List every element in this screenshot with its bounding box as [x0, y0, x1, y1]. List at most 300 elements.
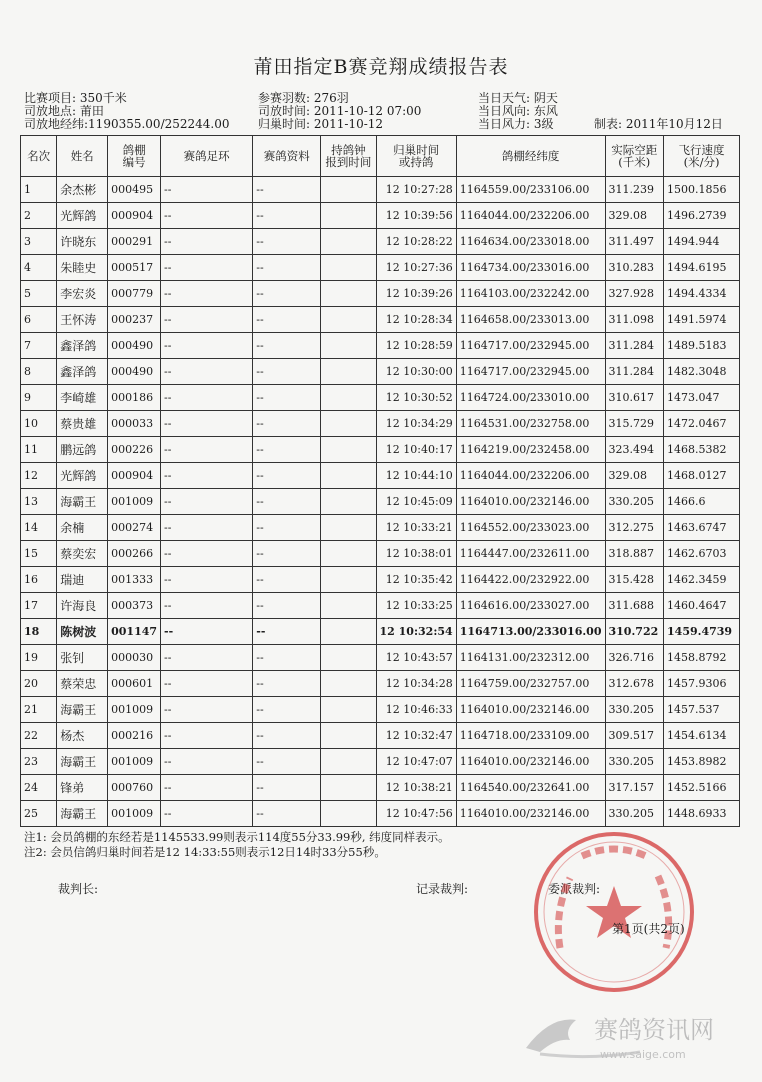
- cell-report: [321, 671, 376, 697]
- cell-speed: 1468.5382: [664, 437, 740, 463]
- cell-coords: 1164634.00/233018.00: [456, 229, 605, 255]
- cell-loft: 000373: [108, 593, 161, 619]
- report-title: 莆田指定B赛竞翔成绩报告表: [253, 56, 509, 78]
- cell-time: 12 10:43:57: [376, 645, 456, 671]
- cell-info: --: [253, 437, 321, 463]
- cell-loft: 001009: [108, 489, 161, 515]
- cell-speed: 1463.6747: [664, 515, 740, 541]
- cell-coords: 1164131.00/232312.00: [456, 645, 605, 671]
- table-row: [21, 489, 740, 515]
- cell-time: 12 10:44:10: [376, 463, 456, 489]
- cell-speed: 1468.0127: [664, 463, 740, 489]
- cell-time: 12 10:47:56: [376, 801, 456, 827]
- cell-speed: 1472.0467: [664, 411, 740, 437]
- cell-rank: 3: [21, 229, 57, 255]
- cell-rank: 1: [21, 177, 57, 203]
- cell-speed: 1494.4334: [664, 281, 740, 307]
- cell-dist: 315.428: [605, 567, 664, 593]
- cell-coords: 1164010.00/232146.00: [456, 801, 605, 827]
- cell-dist: 310.722: [605, 619, 664, 645]
- cell-report: [321, 541, 376, 567]
- entry-count: 参赛羽数: 276羽: [258, 91, 349, 105]
- column-header: 赛鸽足环: [161, 136, 253, 177]
- cell-coords: 1164717.00/232945.00: [456, 359, 605, 385]
- table-row: [21, 541, 740, 567]
- cell-report: [321, 307, 376, 333]
- cell-coords: 1164759.00/232757.00: [456, 671, 605, 697]
- table-row: [21, 801, 740, 827]
- cell-dist: 330.205: [605, 749, 664, 775]
- pigeon-icon: [526, 1020, 576, 1052]
- cell-info: --: [253, 671, 321, 697]
- cell-info: --: [253, 385, 321, 411]
- cell-report: [321, 177, 376, 203]
- cell-speed: 1473.047: [664, 385, 740, 411]
- cell-report: [321, 489, 376, 515]
- table-row: [21, 385, 740, 411]
- cell-speed: 1496.2739: [664, 203, 740, 229]
- cell-report: [321, 593, 376, 619]
- column-header: 归巢时间 或持鸽: [376, 136, 456, 177]
- column-header: 鸽棚经纬度: [456, 136, 605, 177]
- cell-name: 鑫泽鸽: [57, 359, 108, 385]
- table-row: [21, 697, 740, 723]
- cell-dist: 326.716: [605, 645, 664, 671]
- cell-report: [321, 385, 376, 411]
- cell-coords: 1164540.00/232641.00: [456, 775, 605, 801]
- cell-rank: 21: [21, 697, 57, 723]
- cell-info: --: [253, 203, 321, 229]
- cell-dist: 330.205: [605, 801, 664, 827]
- cell-time: 12 10:30:52: [376, 385, 456, 411]
- cell-info: --: [253, 723, 321, 749]
- info-column-3: [478, 92, 558, 131]
- cell-time: 12 10:45:09: [376, 489, 456, 515]
- cell-name: 王怀涛: [57, 307, 108, 333]
- cell-name: 许海良: [57, 593, 108, 619]
- cell-ring: --: [161, 515, 253, 541]
- wind-force: 当日风力: 3级: [478, 117, 554, 131]
- cell-time: 12 10:33:21: [376, 515, 456, 541]
- cell-name: 蔡荣忠: [57, 671, 108, 697]
- cell-speed: 1452.5166: [664, 775, 740, 801]
- cell-dist: 310.617: [605, 385, 664, 411]
- cell-loft: 000490: [108, 333, 161, 359]
- cell-coords: 1164531.00/232758.00: [456, 411, 605, 437]
- cell-info: --: [253, 333, 321, 359]
- cell-info: --: [253, 177, 321, 203]
- cell-loft: 001009: [108, 697, 161, 723]
- cell-time: 12 10:33:25: [376, 593, 456, 619]
- cell-report: [321, 697, 376, 723]
- watermark-site-name: 赛鸽资讯网: [594, 1016, 714, 1044]
- cell-coords: 1164044.00/232206.00: [456, 203, 605, 229]
- cell-ring: --: [161, 567, 253, 593]
- cell-ring: --: [161, 671, 253, 697]
- cell-loft: 000760: [108, 775, 161, 801]
- cell-report: [321, 749, 376, 775]
- cell-time: 12 10:47:07: [376, 749, 456, 775]
- cell-rank: 7: [21, 333, 57, 359]
- cell-name: 杨杰: [57, 723, 108, 749]
- table-row: [21, 307, 740, 333]
- cell-report: [321, 437, 376, 463]
- cell-dist: 311.098: [605, 307, 664, 333]
- cell-time: 12 10:39:56: [376, 203, 456, 229]
- cell-dist: 318.887: [605, 541, 664, 567]
- cell-rank: 9: [21, 385, 57, 411]
- cell-speed: 1457.9306: [664, 671, 740, 697]
- cell-loft: 000226: [108, 437, 161, 463]
- cell-dist: 317.157: [605, 775, 664, 801]
- cell-loft: 000904: [108, 203, 161, 229]
- cell-speed: 1458.8792: [664, 645, 740, 671]
- cell-rank: 20: [21, 671, 57, 697]
- cell-coords: 1164010.00/232146.00: [456, 749, 605, 775]
- release-time: 司放时间: 2011-10-12 07:00: [258, 104, 422, 118]
- cell-ring: --: [161, 463, 253, 489]
- wind-direction: 当日风向: 东风: [478, 104, 558, 118]
- column-header: 名次: [21, 136, 57, 177]
- cell-ring: --: [161, 385, 253, 411]
- cell-speed: 1459.4739: [664, 619, 740, 645]
- table-row: [21, 411, 740, 437]
- cell-name: 许晓东: [57, 229, 108, 255]
- cell-rank: 2: [21, 203, 57, 229]
- cell-info: --: [253, 307, 321, 333]
- table-row: [21, 515, 740, 541]
- cell-speed: 1494.944: [664, 229, 740, 255]
- cell-coords: 1164552.00/233023.00: [456, 515, 605, 541]
- cell-time: 12 10:39:26: [376, 281, 456, 307]
- cell-loft: 000274: [108, 515, 161, 541]
- column-header: 赛鸽资料: [253, 136, 321, 177]
- table-row: [21, 437, 740, 463]
- cell-ring: --: [161, 697, 253, 723]
- cell-loft: 000601: [108, 671, 161, 697]
- cell-speed: 1491.5974: [664, 307, 740, 333]
- cell-report: [321, 463, 376, 489]
- cell-ring: --: [161, 229, 253, 255]
- table-row: [21, 359, 740, 385]
- cell-time: 12 10:38:21: [376, 775, 456, 801]
- note-1: 注1: 会员鸽棚的东经若是1145533.99则表示114度55分33.99秒, 纬度同样表示。: [24, 830, 450, 844]
- cell-info: --: [253, 411, 321, 437]
- table-row: [21, 749, 740, 775]
- cell-speed: 1482.3048: [664, 359, 740, 385]
- cell-report: [321, 619, 376, 645]
- cell-name: 锋弟: [57, 775, 108, 801]
- cell-loft: 000904: [108, 463, 161, 489]
- cell-dist: 309.517: [605, 723, 664, 749]
- cell-ring: --: [161, 255, 253, 281]
- cell-rank: 16: [21, 567, 57, 593]
- cell-speed: 1494.6195: [664, 255, 740, 281]
- return-time: 归巢时间: 2011-10-12: [258, 117, 384, 131]
- cell-info: --: [253, 515, 321, 541]
- cell-time: 12 10:28:34: [376, 307, 456, 333]
- table-row: [21, 567, 740, 593]
- cell-info: --: [253, 359, 321, 385]
- cell-rank: 22: [21, 723, 57, 749]
- table-row: [21, 671, 740, 697]
- cell-loft: 000030: [108, 645, 161, 671]
- cell-rank: 10: [21, 411, 57, 437]
- cell-info: --: [253, 775, 321, 801]
- cell-info: --: [253, 697, 321, 723]
- cell-loft: 000033: [108, 411, 161, 437]
- cell-ring: --: [161, 489, 253, 515]
- cell-report: [321, 775, 376, 801]
- cell-dist: 329.08: [605, 463, 664, 489]
- cell-rank: 24: [21, 775, 57, 801]
- note-2: 注2: 会员信鸽归巢时间若是12 14:33:55则表示12日14时33分55秒。: [24, 845, 386, 859]
- cell-dist: 329.08: [605, 203, 664, 229]
- cell-rank: 18: [21, 619, 57, 645]
- cell-speed: 1462.6703: [664, 541, 740, 567]
- release-coords: 司放地经纬:1190355.00/252244.00: [24, 117, 230, 131]
- cell-dist: 311.284: [605, 359, 664, 385]
- cell-info: --: [253, 801, 321, 827]
- cell-name: 光辉鸽: [57, 463, 108, 489]
- cell-dist: 323.494: [605, 437, 664, 463]
- cell-dist: 312.275: [605, 515, 664, 541]
- cell-name: 李崎雄: [57, 385, 108, 411]
- release-place: 司放地点: 莆田: [24, 104, 104, 118]
- cell-ring: --: [161, 307, 253, 333]
- table-row: [21, 255, 740, 281]
- cell-loft: 000216: [108, 723, 161, 749]
- cell-speed: 1454.6134: [664, 723, 740, 749]
- table-row: [21, 463, 740, 489]
- cell-rank: 25: [21, 801, 57, 827]
- cell-ring: --: [161, 619, 253, 645]
- watermark-logo: [520, 996, 750, 1066]
- cell-dist: 330.205: [605, 489, 664, 515]
- cell-time: 12 10:32:47: [376, 723, 456, 749]
- table-row: [21, 775, 740, 801]
- cell-time: 12 10:28:22: [376, 229, 456, 255]
- cell-coords: 1164734.00/233016.00: [456, 255, 605, 281]
- cell-report: [321, 515, 376, 541]
- cell-time: 12 10:46:33: [376, 697, 456, 723]
- dispatcher-signature: 委派裁判:: [548, 882, 601, 896]
- cell-time: 12 10:35:42: [376, 567, 456, 593]
- cell-time: 12 10:34:29: [376, 411, 456, 437]
- cell-speed: 1466.6: [664, 489, 740, 515]
- cell-name: 李宏炎: [57, 281, 108, 307]
- cell-name: 瑞迪: [57, 567, 108, 593]
- cell-name: 余杰彬: [57, 177, 108, 203]
- cell-rank: 17: [21, 593, 57, 619]
- cell-info: --: [253, 593, 321, 619]
- cell-dist: 330.205: [605, 697, 664, 723]
- cell-ring: --: [161, 359, 253, 385]
- cell-report: [321, 359, 376, 385]
- race-project: 比赛项目: 350千米: [24, 91, 127, 105]
- cell-info: --: [253, 541, 321, 567]
- cell-time: 12 10:38:01: [376, 541, 456, 567]
- cell-name: 蔡贵雄: [57, 411, 108, 437]
- cell-rank: 19: [21, 645, 57, 671]
- column-header: 实际空距 (千米): [605, 136, 664, 177]
- cell-name: 朱睦史: [57, 255, 108, 281]
- cell-name: 余楠: [57, 515, 108, 541]
- cell-coords: 1164044.00/232206.00: [456, 463, 605, 489]
- cell-loft: 000517: [108, 255, 161, 281]
- recorder-signature: 记录裁判:: [416, 882, 469, 896]
- cell-dist: 311.239: [605, 177, 664, 203]
- cell-loft: 001147: [108, 619, 161, 645]
- cell-rank: 11: [21, 437, 57, 463]
- cell-name: 鹏远鸽: [57, 437, 108, 463]
- cell-ring: --: [161, 333, 253, 359]
- cell-time: 12 10:32:54: [376, 619, 456, 645]
- cell-loft: 000779: [108, 281, 161, 307]
- cell-rank: 12: [21, 463, 57, 489]
- cell-report: [321, 567, 376, 593]
- table-header-row: [21, 136, 740, 177]
- table-body: [21, 177, 740, 827]
- table-row: [21, 229, 740, 255]
- cell-info: --: [253, 619, 321, 645]
- cell-ring: --: [161, 177, 253, 203]
- cell-name: 海霸王: [57, 489, 108, 515]
- cell-coords: 1164422.00/232922.00: [456, 567, 605, 593]
- cell-time: 12 10:27:36: [376, 255, 456, 281]
- table-row: [21, 619, 740, 645]
- cell-coords: 1164010.00/232146.00: [456, 697, 605, 723]
- cell-coords: 1164447.00/232611.00: [456, 541, 605, 567]
- cell-loft: 000490: [108, 359, 161, 385]
- cell-ring: --: [161, 203, 253, 229]
- cell-info: --: [253, 489, 321, 515]
- cell-info: --: [253, 645, 321, 671]
- cell-name: 张钊: [57, 645, 108, 671]
- cell-time: 12 10:34:28: [376, 671, 456, 697]
- cell-ring: --: [161, 645, 253, 671]
- cell-speed: 1453.8982: [664, 749, 740, 775]
- table-row: [21, 645, 740, 671]
- results-table: [20, 135, 740, 827]
- cell-ring: --: [161, 749, 253, 775]
- cell-dist: 310.283: [605, 255, 664, 281]
- cell-ring: --: [161, 437, 253, 463]
- cell-time: 12 10:28:59: [376, 333, 456, 359]
- cell-speed: 1500.1856: [664, 177, 740, 203]
- cell-time: 12 10:27:28: [376, 177, 456, 203]
- association-stamp: [530, 828, 698, 996]
- column-header: 持鸽钟 报到时间: [321, 136, 376, 177]
- page-number: 第1页(共2页): [612, 922, 685, 936]
- cell-report: [321, 645, 376, 671]
- table-row: [21, 723, 740, 749]
- cell-name: 海霸王: [57, 749, 108, 775]
- notes: [24, 830, 450, 860]
- cell-report: [321, 801, 376, 827]
- cell-name: 蔡奕宏: [57, 541, 108, 567]
- cell-ring: --: [161, 281, 253, 307]
- cell-name: 光辉鸽: [57, 203, 108, 229]
- cell-name: 海霸王: [57, 697, 108, 723]
- cell-time: 12 10:40:17: [376, 437, 456, 463]
- cell-coords: 1164010.00/232146.00: [456, 489, 605, 515]
- cell-rank: 6: [21, 307, 57, 333]
- cell-dist: 311.497: [605, 229, 664, 255]
- cell-speed: 1460.4647: [664, 593, 740, 619]
- cell-loft: 000495: [108, 177, 161, 203]
- cell-loft: 001009: [108, 801, 161, 827]
- column-header: 姓名: [57, 136, 108, 177]
- cell-ring: --: [161, 411, 253, 437]
- cell-info: --: [253, 229, 321, 255]
- cell-coords: 1164219.00/232458.00: [456, 437, 605, 463]
- cell-time: 12 10:30:00: [376, 359, 456, 385]
- cell-dist: 311.688: [605, 593, 664, 619]
- cell-rank: 5: [21, 281, 57, 307]
- cell-coords: 1164724.00/233010.00: [456, 385, 605, 411]
- cell-speed: 1462.3459: [664, 567, 740, 593]
- info-column-1: [24, 92, 230, 131]
- cell-ring: --: [161, 541, 253, 567]
- cell-coords: 1164616.00/233027.00: [456, 593, 605, 619]
- cell-info: --: [253, 281, 321, 307]
- cell-name: 海霸王: [57, 801, 108, 827]
- cell-dist: 327.928: [605, 281, 664, 307]
- cell-loft: 001009: [108, 749, 161, 775]
- table-row: [21, 333, 740, 359]
- cell-report: [321, 255, 376, 281]
- cell-name: 陈树波: [57, 619, 108, 645]
- table-row: [21, 281, 740, 307]
- cell-rank: 23: [21, 749, 57, 775]
- cell-info: --: [253, 749, 321, 775]
- cell-rank: 15: [21, 541, 57, 567]
- cell-rank: 14: [21, 515, 57, 541]
- cell-ring: --: [161, 723, 253, 749]
- cell-report: [321, 203, 376, 229]
- cell-ring: --: [161, 775, 253, 801]
- cell-dist: 311.284: [605, 333, 664, 359]
- cell-loft: 000266: [108, 541, 161, 567]
- cell-speed: 1489.5183: [664, 333, 740, 359]
- cell-report: [321, 723, 376, 749]
- cell-report: [321, 281, 376, 307]
- cell-info: --: [253, 567, 321, 593]
- cell-loft: 000237: [108, 307, 161, 333]
- table-row: [21, 177, 740, 203]
- table-row: [21, 203, 740, 229]
- table-row: [21, 593, 740, 619]
- column-header: 飞行速度 (米/分): [664, 136, 740, 177]
- cell-coords: 1164718.00/233109.00: [456, 723, 605, 749]
- cell-report: [321, 333, 376, 359]
- info-column-2: [258, 92, 421, 131]
- cell-coords: 1164103.00/232242.00: [456, 281, 605, 307]
- cell-report: [321, 411, 376, 437]
- cell-coords: 1164713.00/233016.00: [456, 619, 605, 645]
- cell-ring: --: [161, 801, 253, 827]
- cell-coords: 1164717.00/232945.00: [456, 333, 605, 359]
- cell-ring: --: [161, 593, 253, 619]
- weather: 当日天气: 阴天: [478, 91, 558, 105]
- column-header: 鸽棚 编号: [108, 136, 161, 177]
- cell-report: [321, 229, 376, 255]
- cell-loft: 000291: [108, 229, 161, 255]
- cell-info: --: [253, 463, 321, 489]
- cell-rank: 4: [21, 255, 57, 281]
- cell-name: 鑫泽鸽: [57, 333, 108, 359]
